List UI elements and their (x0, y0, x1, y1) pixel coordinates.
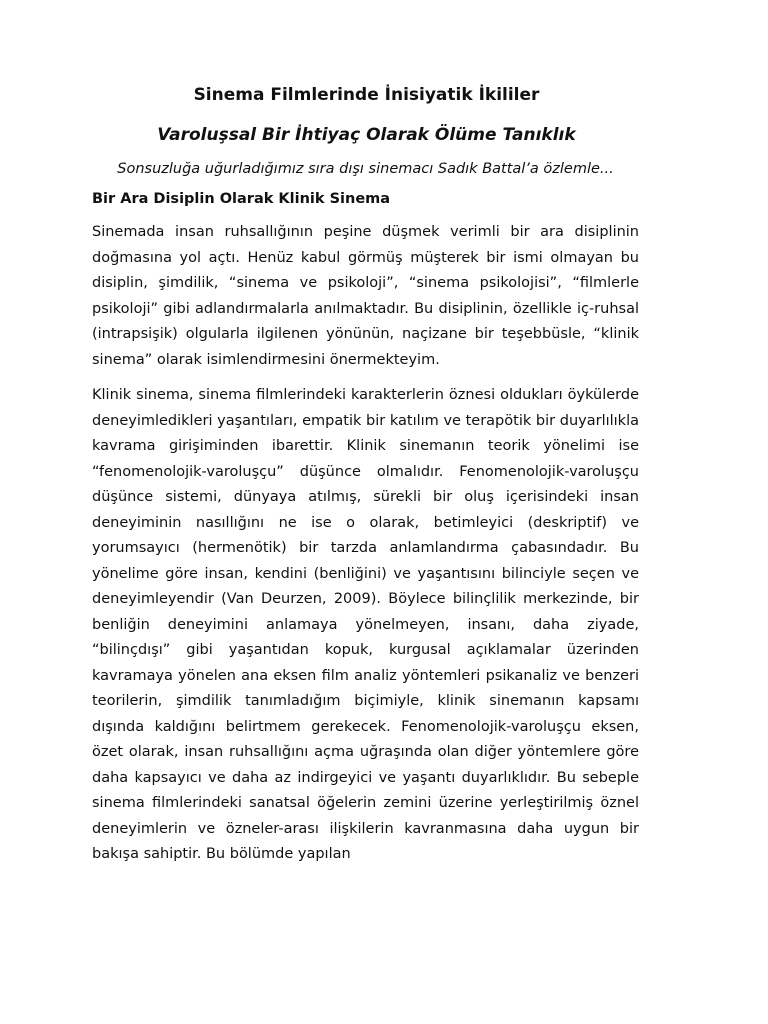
document-title: Sinema Filmlerinde İnisiyatik İkililer (193, 85, 540, 105)
dedication: Sonsuzluğa uğurladığımız sıra dışı sinemacı Sadık Battal’a özlemle... (117, 161, 614, 177)
body-paragraph: Klinik sinema, sinema filmlerindeki karakterlerin öznesi oldukları öykülerde deneyimledikleri yaşantıları, empatik bir katılım ve terapötik bir duyarlılıkla kavrama girişiminden ibarettir. Klinik sinemanın teorik yönelimi ise “fenomenolojik-varoluşçu” düşünce olmalıdır. Fenomenolojik-varoluşçu düşünce sistemi, dünyaya atılmış, sürekli bir oluş içerisindeki insan deneyiminin nasıllığını ne ise o olarak, betimleyici (deskriptif) ve yorumsayıcı (hermenötik) bir tarzda anlamlandırma çabasındadır. Bu yönelime göre insan, kendini (benliğini) ve yaşantısını bilinciyle seçen ve deneyimleyendir (Van Deurzen, 2009). Böylece bilinçlilik merkezinde, bir benliğin deneyimini anlamaya yönelmeyen, insanı, daha ziyade, “bilinçdışı” gibi yaşantıdan kopuk, kurgusal açıklamalar üzerinden kavramaya yönelen ana eksen film analiz yöntemleri psikanaliz ve benzeri teorilerin, şimdilik tanımladığım biçimiyle, klinik sinemanın kapsamı dışında kaldığını belirtmem gerekecek. Fenomenolojik-varoluşçu eksen, özet olarak, insan ruhsallığını açma uğraşında olan diğer yöntemlere göre daha kapsayıcı ve daha az indirgeyici ve yaşantı duyarlıklıdır. Bu sebeple sinema filmlerindeki sanatsal öğelerin zemini üzerine yerleştirilmiş öznel deneyimlerin ve özneler-arası ilişkilerin kavranmasına daha uygun bir bakışa sahiptir. Bu bölümde yapılan (92, 387, 639, 862)
body-paragraph: Sinemada insan ruhsallığının peşine düşmek verimli bir ara disiplinin doğmasına yol açtı. Henüz kabul görmüş müşterek bir ismi olmayan bu disiplin, şimdilik, “sinema ve psikoloji”, “sinema psikolojisi”, “filmlerle psikoloji” gibi adlandırmalarla anılmaktadır. Bu disiplinin, özellikle iç-ruhsal (intrapsişik) olgularla ilgilenen yönünün, naçizane bir teşebbüsle, “klinik sinema” olarak isimlendirmesini önermekteyim. (92, 224, 639, 368)
section-heading: Bir Ara Disiplin Olarak Klinik Sinema (92, 191, 391, 207)
document-subtitle: Varoluşsal Bir İhtiyaç Olarak Ölüme Tanıklık (157, 125, 576, 145)
